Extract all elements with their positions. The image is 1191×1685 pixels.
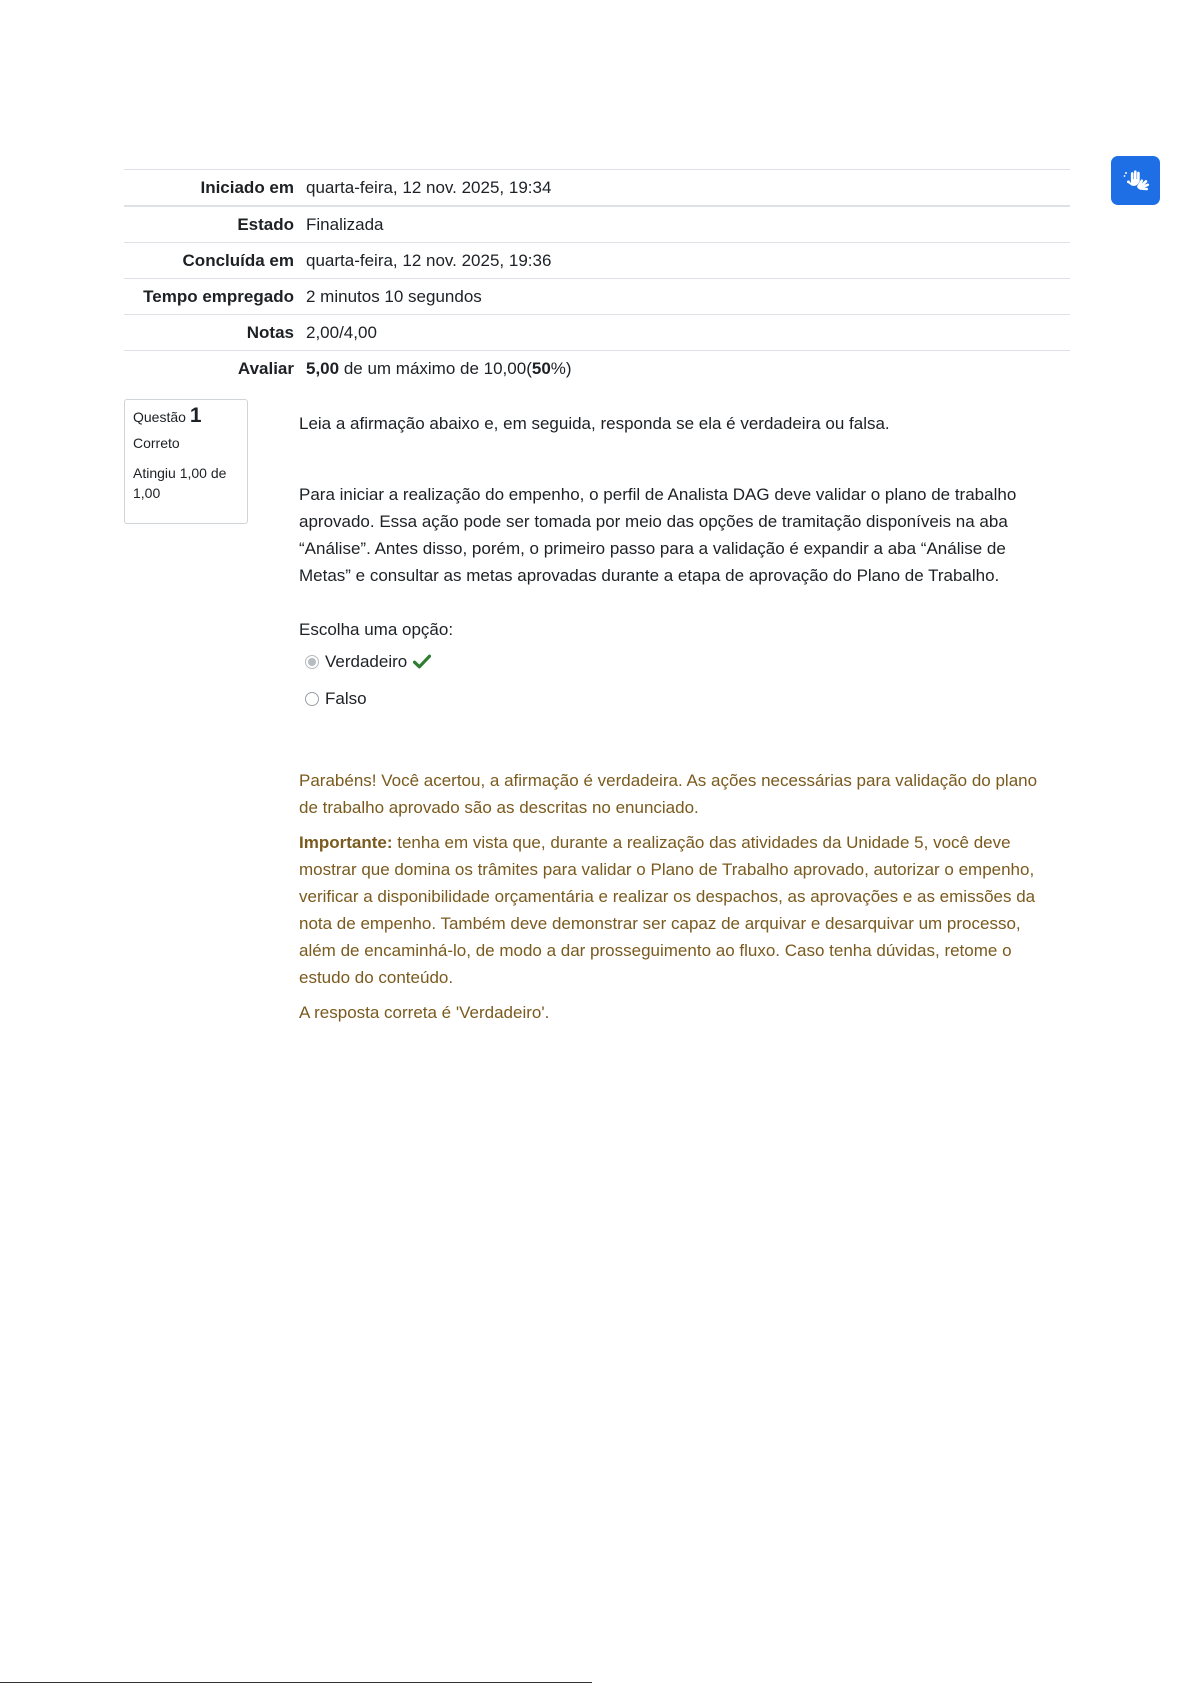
- question-mark: Atingiu 1,00 de 1,00: [133, 465, 227, 501]
- grade-value: [304, 351, 1070, 387]
- important-feedback: [299, 829, 1049, 991]
- grade-percent: 50: [531, 359, 551, 378]
- summary-value: 2 minutos 10 segundos: [306, 287, 482, 306]
- question-number: [133, 406, 239, 427]
- summary-label: Estado: [237, 215, 294, 234]
- feedback-panel: [299, 767, 1049, 1026]
- question-text: Para iniciar a realização do empenho, o perfil de Analista DAG deve validar o plano de trabalho aprovado. Essa ação pode ser tomada por meio das opções de tramitação disponíveis na aba “Análise”. Antes disso, porém, o primeiro passo para a validação é expandir a aba “Análise de Metas” e consultar as metas aprovadas durante a etapa de aprovação do Plano de Trabalho.: [299, 485, 1017, 585]
- summary-label: Avaliar: [237, 359, 294, 378]
- answer-prompt: Escolha uma opção:: [299, 620, 454, 639]
- question-info-box: [124, 399, 248, 524]
- summary-value: quarta-feira, 12 nov. 2025, 19:34: [306, 178, 552, 197]
- radio-button-selected[interactable]: [305, 655, 319, 669]
- question-state: Correto: [133, 435, 180, 451]
- page-divider: [0, 1682, 592, 1683]
- summary-value: Finalizada: [306, 215, 384, 234]
- summary-row-state: [124, 206, 1070, 243]
- summary-row-completed: [124, 243, 1070, 279]
- general-feedback: Parabéns! Você acertou, a afirmação é verdadeira. As ações necessárias para validação do plano de trabalho aprovado são as descritas no enunciado.: [299, 771, 1038, 817]
- question-intro: Leia a afirmação abaixo e, em seguida, responda se ela é verdadeira ou falsa.: [299, 414, 890, 433]
- question-content: [299, 410, 1049, 1034]
- attempt-summary-table: [124, 169, 1070, 386]
- grade-score: 5,00: [306, 359, 340, 378]
- important-text: tenha em vista que, durante a realização das atividades da Unidade 5, você deve mostrar que domina os trâmites para validar o Plano de Trabalho aprovado, autorizar o empenho, verificar a disponibilidade orçamentária e realizar os despachos, as aprovações e as emissões da nota de empenho. Também deve demonstrar ser capaz de arquivar e desarquivar um processo, além de encaminhá-lo, de modo a dar prosseguimento ao fluxo. Caso tenha dúvidas, retome o estudo do conteúdo.: [299, 833, 1036, 987]
- question-label: Questão: [133, 409, 186, 425]
- summary-row-started: [124, 170, 1070, 207]
- answer-option-label: Verdadeiro: [325, 652, 408, 671]
- right-answer: A resposta correta é 'Verdadeiro'.: [299, 1003, 550, 1022]
- grade-middle: de um máximo de 10,00(: [339, 359, 532, 378]
- summary-label: Tempo empregado: [143, 287, 294, 306]
- check-icon: [413, 654, 431, 669]
- summary-value: quarta-feira, 12 nov. 2025, 19:36: [306, 251, 552, 270]
- grade-suffix: %): [550, 359, 572, 378]
- summary-row-marks: [124, 315, 1070, 351]
- radio-button[interactable]: [305, 692, 319, 706]
- summary-label: Concluída em: [182, 251, 294, 270]
- answer-option-false[interactable]: [305, 684, 1049, 713]
- important-label: Importante:: [299, 833, 393, 852]
- answer-option-true[interactable]: [305, 647, 1049, 676]
- summary-value: 2,00/4,00: [306, 323, 377, 342]
- question-number-value: 1: [189, 404, 202, 427]
- answer-option-label: Falso: [325, 689, 367, 708]
- summary-row-grade: [124, 351, 1070, 387]
- summary-label: Iniciado em: [200, 178, 294, 197]
- sign-language-hands-icon: [1121, 166, 1151, 196]
- sign-language-accessibility-button[interactable]: [1111, 156, 1160, 205]
- summary-label: Notas: [246, 323, 294, 342]
- summary-row-time-taken: [124, 279, 1070, 315]
